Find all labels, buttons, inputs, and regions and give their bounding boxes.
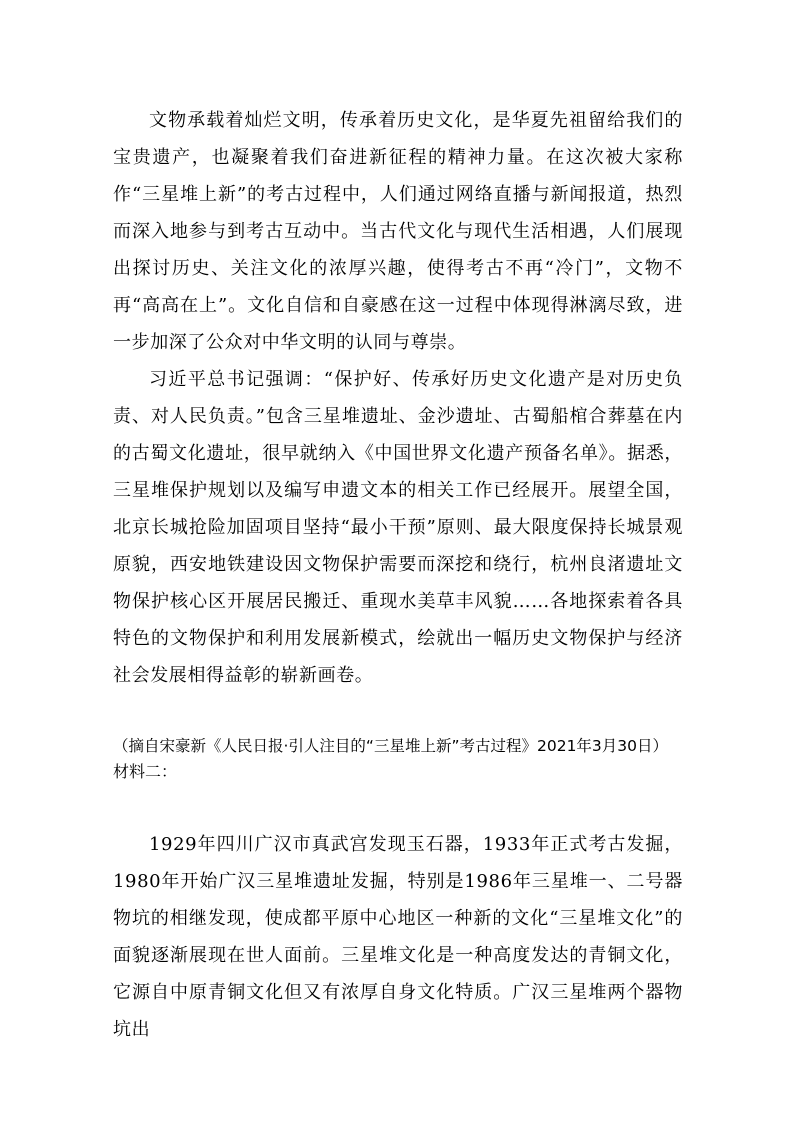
material-two-body [113,826,683,1048]
paragraph-protection: 习近平总书记强调：“保护好、传承好历史文化遗产是对历史负责、对人民负责。”包含三星堆遗址、金沙遗址、古蜀船棺合葬墓在内的古蜀文化遗址，很早就纳入《中国世界文化遗产预备名单》。据悉，三星堆保护规划以及编写申遗文本的相关工作已经展开。展望全国，北京长城抢险加固项目坚持“最小干预”原则、最大限度保持长城景观原貌，西安地铁建设因文物保护需要而深挖和绕行，杭州良渚遗址文物保护核心区开展居民搬迁、重现水美草丰风貌……各地探索着各具特色的文物保护和利用发展新模式，绘就出一幅历史文物保护与经济社会发展相得益彰的崭新画卷。 [113,369,683,686]
material-one-body [113,102,683,694]
paragraph-cultural-relics: 文物承载着灿烂文明，传承着历史文化，是华夏先祖留给我们的宝贵遗产，也凝聚着我们奋进新征程的精神力量。在这次被大家称作“三星堆上新”的考古过程中，人们通过网络直播与新闻报道，热烈而深入地参与到考古互动中。当古代文化与现代生活相遇，人们展现出探讨历史、关注文化的浓厚兴趣，使得考古不再“冷门”，文物不再“高高在上”。文化自信和自豪感在这一过程中体现得淋漓尽致，进一步加深了公众对中华文明的认同与尊崇。 [113,110,683,353]
paragraph-sanxingdui-history: 1929年四川广汉市真武宫发现玉石器，1933年正式考古发掘，1980年开始广汉三星堆遗址发掘，特别是1986年三星堆一、二号器物坑的相继发现，使成都平原中心地区一种新的文化“三星堆文化”的面貌逐渐展现在世人面前。三星堆文化是一种高度发达的青铜文化，它源自中原青铜文化但又有浓厚自身文化特质。广汉三星堆两个器物坑出 [113,834,683,1040]
section-label-material-two: 材料二： [113,762,178,781]
source-citation: （摘自宋豪新《人民日报·引人注目的“三星堆上新”考古过程》2021年3月30日） [113,737,669,755]
